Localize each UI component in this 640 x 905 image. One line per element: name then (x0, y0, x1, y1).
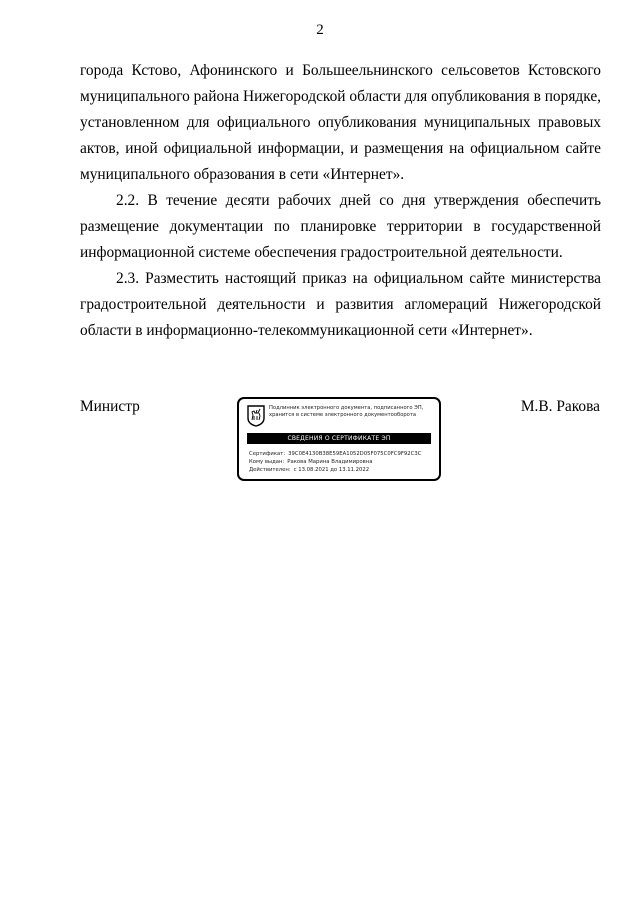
page-number: 2 (316, 22, 324, 38)
validity-value: с 13.08.2021 до 13.11.2022 (293, 467, 370, 473)
stamp-details (249, 450, 435, 474)
deer-coat-of-arms-icon (247, 405, 265, 427)
signatory-name: М.В. Ракова (520, 398, 600, 415)
issued-to-line (249, 458, 435, 466)
stamp-notice: Подлинник электронного документа, подписанного ЭП, хранится в системе электронного документооборота (269, 405, 424, 418)
certificate-line (249, 450, 435, 458)
issued-to-value: Ракова Марина Владимировна (287, 459, 373, 465)
validity-label: Действителен: (249, 467, 291, 473)
paragraph-2-2: 2.2. В течение десяти рабочих дней со дня утверждения обеспечить размещение документации по планировке территории в государственной информационной системе обеспечения градостроительной деятельности. (80, 192, 601, 261)
certificate-value: 39C0E4130B38E59EA1052D05F075C0FC9F92C3C (288, 451, 422, 457)
paragraph-2-3: 2.3. Разместить настоящий приказ на официальном сайте министерства градостроительной деятельности и развития агломераций Нижегородской области в информационно-телекоммуникационной сети «Интернет». (80, 270, 601, 339)
stamp-header: СВЕДЕНИЯ О СЕРТИФИКАТЕ ЭП (247, 433, 431, 444)
validity-line (249, 466, 435, 474)
certificate-label: Сертификат: (249, 451, 286, 457)
issued-to-label: Кому выдан: (249, 459, 285, 465)
signatory-title: Министр (80, 398, 140, 415)
body-text (80, 58, 601, 344)
paragraph-continuation: города Кстово, Афонинского и Большеельнинского сельсоветов Кстовского муниципального района Нижегородской области для опубликования в порядке, установленном для официального опубликования муниципальных правовых актов, иной официальной информации, и размещения на официальном сайте муниципального образования в сети «Интернет». (80, 62, 602, 183)
electronic-signature-stamp (237, 397, 441, 481)
